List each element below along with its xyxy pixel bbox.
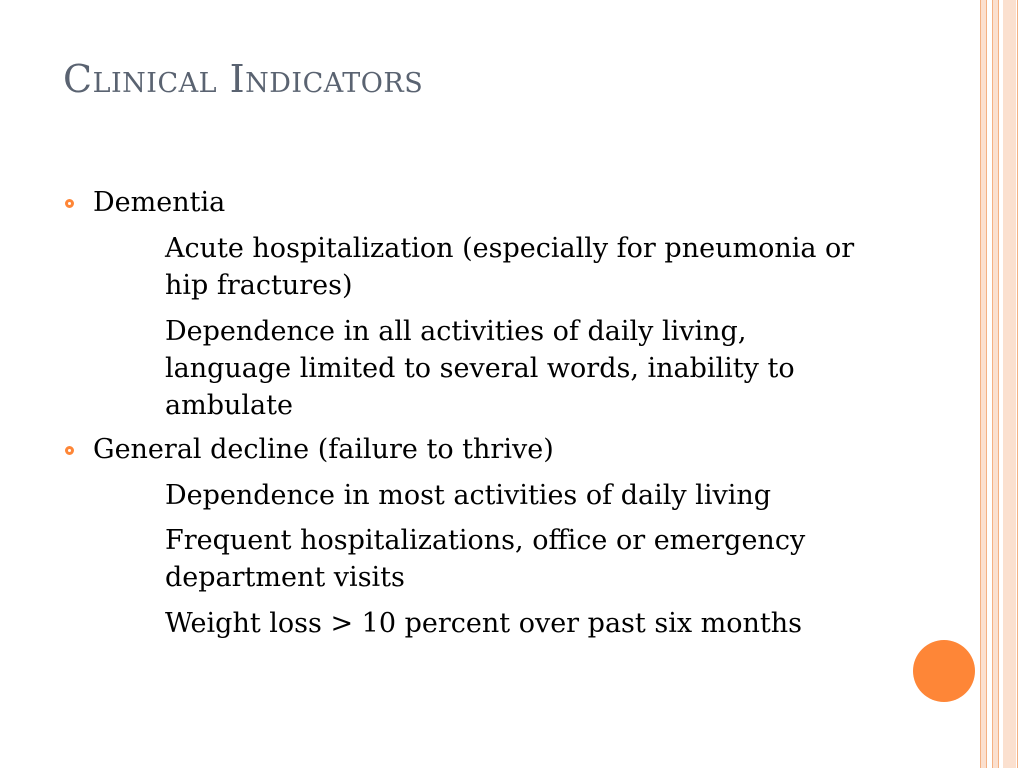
subitem-dependence-all-adl: Dependence in all activities of daily living, language limited to several words, inability to ambulate xyxy=(165,316,795,421)
edge-band-3 xyxy=(1003,0,1016,768)
bullet-marker-icon xyxy=(65,446,74,455)
bullet-marker-icon xyxy=(65,199,74,208)
edge-line-5 xyxy=(1017,0,1018,768)
accent-circle xyxy=(913,640,975,702)
subitem-weight-loss: Weight loss > 10 percent over past six months xyxy=(165,608,802,639)
edge-line-4 xyxy=(998,0,999,768)
subitem-dependence-most-adl: Dependence in most activities of daily living xyxy=(165,480,772,511)
subitem-acute-hospitalization: Acute hospitalization (especially for pneumonia or hip fractures) xyxy=(165,233,855,301)
slide-title: Clinical Indicators xyxy=(63,57,424,101)
bullet-dementia: Dementia xyxy=(93,187,226,218)
edge-line-2 xyxy=(986,0,987,768)
bullet-general-decline: General decline (failure to thrive) xyxy=(93,434,554,465)
subitem-frequent-hospitalizations: Frequent hospitalizations, office or emergency department visits xyxy=(165,525,806,593)
